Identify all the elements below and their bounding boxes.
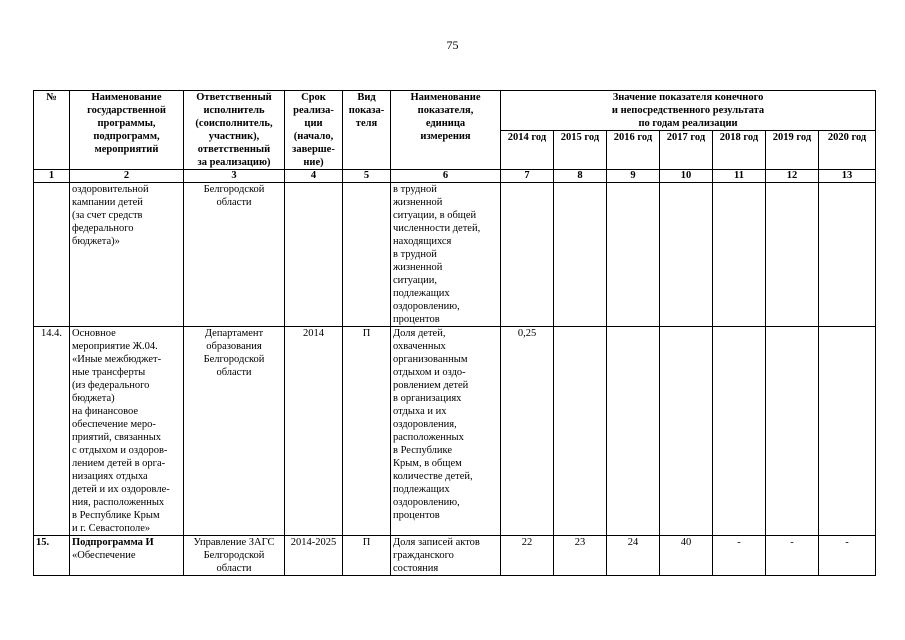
value-2020 <box>819 327 876 536</box>
value-2017 <box>660 327 713 536</box>
executor: Департамент образования Белгородской области <box>184 327 285 536</box>
value-2014: 0,25 <box>501 327 554 536</box>
year-2020: 2020 год <box>819 131 876 170</box>
table-row <box>34 327 876 536</box>
subprogram-title: Подпрограмма И <box>72 537 154 548</box>
indicator-name: Доля детей, охваченных организованным отдыхом и оздо- ровлением детей в организациях отдыха и их оздоровления, расположенных в Республике Крым, в общем количестве детей, подлежащих оздоровлению, процентов <box>391 327 501 536</box>
value-2016 <box>607 183 660 327</box>
column-number-row <box>34 170 876 183</box>
value-2019 <box>766 327 819 536</box>
term: 2014 <box>285 327 343 536</box>
indicator-type: П <box>343 536 391 576</box>
program-name: оздоровительной кампании детей (за счет средств федерального бюджета)» <box>70 183 184 327</box>
value-2020: - <box>819 536 876 576</box>
term: 2014-2025 <box>285 536 343 576</box>
value-2018 <box>713 183 766 327</box>
value-2019: - <box>766 536 819 576</box>
year-2014: 2014 год <box>501 131 554 170</box>
indicator-name: в трудной жизненной ситуации, в общей численности детей, находящихся в трудной жизненной ситуации, подлежащих оздоровлению, процентов <box>391 183 501 327</box>
value-2015 <box>554 327 607 536</box>
value-2014: 22 <box>501 536 554 576</box>
column-number: 12 <box>766 170 819 183</box>
column-number: 1 <box>34 170 70 183</box>
value-2016: 24 <box>607 536 660 576</box>
column-number: 3 <box>184 170 285 183</box>
column-number: 9 <box>607 170 660 183</box>
header-no: № <box>34 91 70 170</box>
indicator-name: Доля записей актов гражданского состояния <box>391 536 501 576</box>
executor: Управление ЗАГС Белгородской области <box>184 536 285 576</box>
row-number: 14.4. <box>34 327 70 536</box>
header-executor: Ответственный исполнитель (соисполнитель, участник), ответственный за реализацию) <box>184 91 285 170</box>
row-number: 15. <box>34 536 70 576</box>
table-row <box>34 183 876 327</box>
executor: Белгородской области <box>184 183 285 327</box>
column-number: 8 <box>554 170 607 183</box>
column-number: 2 <box>70 170 184 183</box>
header-indicator-name: Наименование показателя, единица измерения <box>391 91 501 170</box>
column-number: 13 <box>819 170 876 183</box>
year-2019: 2019 год <box>766 131 819 170</box>
value-2017 <box>660 183 713 327</box>
value-2015: 23 <box>554 536 607 576</box>
term <box>285 183 343 327</box>
year-2015: 2015 год <box>554 131 607 170</box>
column-number: 7 <box>501 170 554 183</box>
year-2018: 2018 год <box>713 131 766 170</box>
indicator-type: П <box>343 327 391 536</box>
column-number: 5 <box>343 170 391 183</box>
value-2020 <box>819 183 876 327</box>
row-number <box>34 183 70 327</box>
value-2018 <box>713 327 766 536</box>
value-2019 <box>766 183 819 327</box>
header-indicator-type: Вид показа- теля <box>343 91 391 170</box>
value-2018: - <box>713 536 766 576</box>
column-number: 10 <box>660 170 713 183</box>
column-number: 11 <box>713 170 766 183</box>
program-name <box>70 536 184 576</box>
year-2016: 2016 год <box>607 131 660 170</box>
column-number: 6 <box>391 170 501 183</box>
value-2014 <box>501 183 554 327</box>
header-values: Значение показателя конечного и непосредственного результата по годам реализации <box>501 91 876 131</box>
header-program-name: Наименование государственной программы, подпрограмм, мероприятий <box>70 91 184 170</box>
header-term: Срок реализа- ции (начало, заверше- ние) <box>285 91 343 170</box>
value-2015 <box>554 183 607 327</box>
subprogram-title-continued: «Обеспечение <box>72 550 136 561</box>
year-2017: 2017 год <box>660 131 713 170</box>
program-name: Основное мероприятие Ж.04. «Иные межбюджет- ные трансферты (из федерального бюджета) на финансовое обеспечение меро- приятий, связанных с отдыхом и оздоров- лением детей в орга- низациях отдыха детей и их оздоровле- ния, расположенных в Республике Крым и г. Севастополе» <box>70 327 184 536</box>
header-row-1 <box>34 91 876 131</box>
indicators-table <box>33 90 876 576</box>
value-2017: 40 <box>660 536 713 576</box>
table-row <box>34 536 876 576</box>
column-number: 4 <box>285 170 343 183</box>
value-2016 <box>607 327 660 536</box>
indicator-type <box>343 183 391 327</box>
page-number: 75 <box>446 38 459 52</box>
